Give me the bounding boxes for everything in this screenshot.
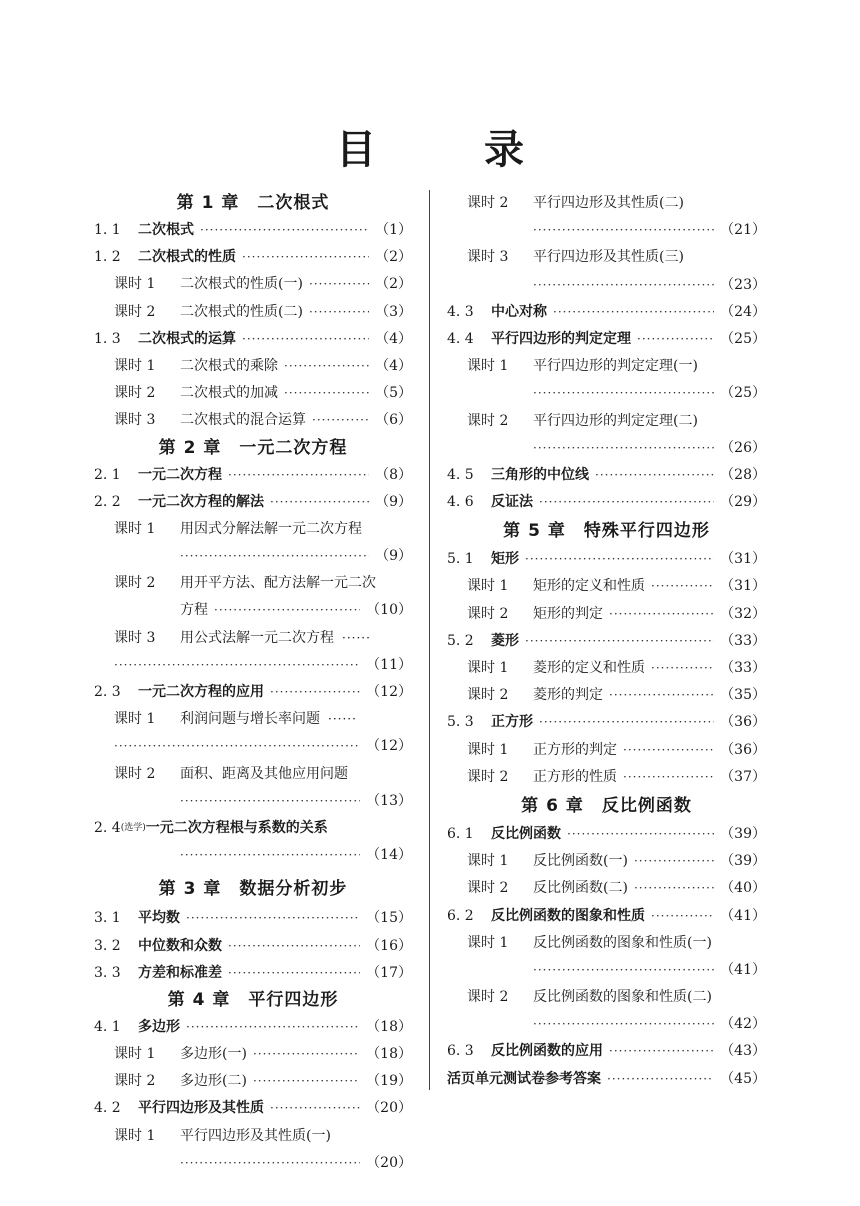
entry-number: 2. 2 <box>94 493 121 510</box>
entry-title: 二次根式的性质(一) <box>180 276 303 293</box>
leader-dots <box>533 957 714 984</box>
lesson-number: 课时 2 <box>467 880 509 897</box>
lesson-number: 课时 2 <box>114 385 156 402</box>
entry-page: （12） <box>366 738 412 755</box>
entry-title: 矩形的定义和性质 <box>533 578 645 595</box>
leader-dots <box>312 407 369 434</box>
leader-dots <box>539 709 714 736</box>
entry-page: （23） <box>720 276 766 293</box>
leader-dots-inline: ······ <box>342 630 371 645</box>
toc-entry-2-2-lesson-3-cont[interactable] <box>94 652 412 679</box>
toc-entry-1-2-lesson-2[interactable] <box>94 299 412 326</box>
toc-entry-5-3-lesson-1[interactable] <box>447 737 766 764</box>
entry-number: 2. 4 <box>94 819 121 836</box>
entry-page: （13） <box>366 792 412 809</box>
entry-page: （41） <box>720 907 766 924</box>
toc-entry-2-2-lesson-1-cont[interactable] <box>94 543 412 570</box>
lesson-number: 课时 1 <box>467 934 509 951</box>
leader-dots <box>284 380 369 407</box>
toc-entry-1-3-lesson-2[interactable] <box>94 380 412 407</box>
entry-title: 用公式法解一元二次方程 <box>180 629 334 646</box>
entry-title: 多边形(一) <box>180 1046 247 1063</box>
entry-number: 2. 1 <box>94 466 121 483</box>
toc-entry-2-3-lesson-2[interactable] <box>94 761 412 788</box>
entry-page: （1） <box>375 222 412 238</box>
entry-number: 6. 1 <box>447 825 474 842</box>
lesson-number: 课时 1 <box>114 1046 156 1063</box>
toc-entry-1-2-lesson-1[interactable] <box>94 271 412 298</box>
leader-dots <box>634 848 714 875</box>
entry-title: 矩形的判定 <box>533 605 603 622</box>
toc-entry-6-2-lesson-1[interactable] <box>447 930 766 957</box>
toc-entry-4-2-lesson-1-cont[interactable] <box>94 1150 412 1177</box>
lesson-number: 课时 2 <box>114 765 156 782</box>
entry-page: （28） <box>720 466 766 483</box>
toc-entry-3-2[interactable] <box>94 933 412 960</box>
toc-entry-4-2-lesson-1[interactable] <box>94 1123 412 1150</box>
leader-dots <box>284 353 369 380</box>
lesson-number: 课时 2 <box>114 303 156 320</box>
entry-number: 1. 1 <box>94 222 121 238</box>
toc-entry-4-3[interactable] <box>447 299 766 326</box>
entry-title: 平行四边形及其性质(一) <box>180 1127 331 1144</box>
lesson-number: 课时 1 <box>467 358 509 375</box>
lesson-number: 课时 1 <box>467 853 509 870</box>
entry-page: （16） <box>366 937 412 954</box>
toc-entry-6-3[interactable] <box>447 1038 766 1065</box>
toc-entry-4-1-lesson-1[interactable] <box>94 1041 412 1068</box>
toc-entry-1-3-lesson-3[interactable] <box>94 407 412 434</box>
entry-page: （35） <box>720 687 766 704</box>
toc-entry-6-2-lesson-1-cont[interactable] <box>447 957 766 984</box>
entry-title: 菱形的定义和性质 <box>533 660 645 676</box>
entry-title: 反比例函数 <box>491 825 561 842</box>
entry-title: 方差和标准差 <box>138 964 222 981</box>
leader-dots <box>623 764 714 791</box>
lesson-number: 课时 2 <box>467 768 509 785</box>
toc-entry-2-3-lesson-2-cont[interactable] <box>94 788 412 815</box>
toc-entry-4-2-lesson-3-cont[interactable] <box>447 272 766 299</box>
leader-dots <box>637 326 714 353</box>
entry-page: （18） <box>366 1018 412 1035</box>
entry-title: 一元二次方程的解法 <box>138 493 264 510</box>
leader-dots <box>623 737 714 764</box>
lesson-number: 课时 1 <box>114 276 156 293</box>
toc-entry-4-2-lesson-3[interactable] <box>447 244 766 271</box>
entry-number: 1. 3 <box>94 330 121 347</box>
lesson-number: 课时 3 <box>114 412 156 429</box>
lesson-number: 课时 1 <box>114 711 156 728</box>
entry-page: （20） <box>366 1154 412 1171</box>
toc-entry-answers[interactable] <box>447 1066 766 1093</box>
leader-dots <box>607 1066 714 1093</box>
leader-dots <box>567 821 714 848</box>
lesson-number: 课时 1 <box>467 660 509 676</box>
toc-entry-4-1-lesson-2[interactable] <box>94 1068 412 1095</box>
toc-entry-1-1[interactable] <box>94 217 412 244</box>
entry-title: 反比例函数的图象和性质 <box>491 907 645 924</box>
entry-page: （26） <box>720 439 766 456</box>
leader-dots <box>609 1038 714 1065</box>
leader-dots <box>651 903 714 930</box>
toc-entry-5-3-lesson-2[interactable] <box>447 764 766 791</box>
entry-page: （3） <box>375 303 412 320</box>
leader-dots <box>609 601 714 628</box>
leader-dots <box>114 733 360 760</box>
toc-entry-4-6[interactable] <box>447 489 766 516</box>
leader-dots <box>228 960 360 987</box>
leader-dots <box>270 679 360 706</box>
entry-title: 平行四边形及其性质(三) <box>533 249 684 266</box>
toc-entry-2-1[interactable] <box>94 462 412 489</box>
entry-title: 菱形 <box>491 632 519 649</box>
entry-title: 反比例函数的应用 <box>491 1043 603 1060</box>
entry-page: （36） <box>720 714 766 731</box>
toc-entry-4-2-lesson-2-cont[interactable] <box>447 217 766 244</box>
toc-entry-5-1-lesson-2[interactable] <box>447 601 766 628</box>
leader-dots <box>270 489 369 516</box>
entry-page: （9） <box>375 493 412 510</box>
toc-entry-6-1[interactable] <box>447 821 766 848</box>
entry-title: 一元二次方程根与系数的关系 <box>145 819 328 836</box>
toc-entry-1-2[interactable] <box>94 244 412 271</box>
leader-dots <box>309 271 369 298</box>
toc-entry-4-2[interactable] <box>94 1095 412 1122</box>
lesson-number: 课时 1 <box>467 741 509 758</box>
toc-entry-5-2-lesson-2[interactable] <box>447 682 766 709</box>
toc-entry-4-1[interactable] <box>94 1014 412 1041</box>
entry-title: 反比例函数(一) <box>533 853 628 870</box>
chapter-6-heading[interactable]: 第 6 章 反比例函数 <box>521 795 692 816</box>
leader-dots <box>309 299 369 326</box>
leader-dots <box>180 543 369 570</box>
leader-dots <box>533 272 714 299</box>
entry-title: 一元二次方程 <box>138 466 222 483</box>
entry-page: （10） <box>366 602 412 619</box>
toc-entry-4-5[interactable] <box>447 462 766 489</box>
entry-title: 平行四边形的判定定理 <box>491 330 631 347</box>
chapter-5-heading[interactable]: 第 5 章 特殊平行四边形 <box>503 521 710 542</box>
entry-number: 2. 3 <box>94 684 121 700</box>
entry-page: （6） <box>375 412 412 429</box>
entry-page: （17） <box>366 964 412 981</box>
entry-number: 3. 3 <box>94 964 121 981</box>
entry-page: （36） <box>720 741 766 758</box>
toc-entry-4-4-lesson-2[interactable] <box>447 408 766 435</box>
leader-dots <box>186 1014 360 1041</box>
leader-dots <box>228 933 360 960</box>
entry-title: 三角形的中位线 <box>491 466 589 483</box>
toc-entry-3-1[interactable] <box>94 905 412 932</box>
entry-page: （33） <box>720 660 766 676</box>
leader-dots <box>525 546 714 573</box>
lesson-number: 课时 2 <box>467 195 509 211</box>
toc-entry-2-2-lesson-2-cont[interactable] <box>94 597 412 624</box>
entry-page: （45） <box>720 1070 766 1087</box>
entry-title: 中心对称 <box>491 303 547 320</box>
entry-title: 利润问题与增长率问题 <box>180 711 320 728</box>
entry-title: 多边形(二) <box>180 1073 247 1090</box>
entry-number: 6. 3 <box>447 1043 474 1060</box>
lesson-number: 课时 1 <box>467 578 509 595</box>
entry-title: 矩形 <box>491 551 519 568</box>
entry-page: （8） <box>375 466 412 483</box>
leader-dots <box>186 905 360 932</box>
toc-entry-2-4[interactable] <box>94 815 412 842</box>
entry-page: （42） <box>720 1016 766 1033</box>
entry-title: 平行四边形及其性质(二) <box>533 195 684 211</box>
entry-title: 正方形 <box>491 714 533 731</box>
entry-number: 4. 2 <box>94 1100 121 1117</box>
entry-page: （19） <box>366 1073 412 1090</box>
toc-entry-4-4-lesson-2-cont[interactable] <box>447 435 766 462</box>
entry-page: （29） <box>720 494 766 511</box>
leader-dots <box>200 217 369 244</box>
lesson-number: 课时 1 <box>114 520 156 537</box>
entry-page: （5） <box>375 385 412 402</box>
entry-title: 中位数和众数 <box>138 937 222 954</box>
toc-entry-4-2-lesson-2[interactable] <box>447 190 766 217</box>
entry-title: 菱形的判定 <box>533 687 603 704</box>
entry-title: 多边形 <box>138 1018 180 1035</box>
lesson-number: 课时 2 <box>467 412 509 429</box>
entry-page: （25） <box>720 385 766 402</box>
lesson-number: 课时 2 <box>114 575 156 592</box>
toc-right-column <box>447 190 766 1093</box>
leader-dots <box>253 1068 360 1095</box>
leader-dots <box>609 682 714 709</box>
leader-dots <box>253 1041 360 1068</box>
entry-title: 用开平方法、配方法解一元二次 <box>180 575 376 592</box>
entry-title: 反比例函数的图象和性质(一) <box>533 934 712 951</box>
entry-page: （33） <box>720 632 766 649</box>
chapter-3-heading[interactable]: 第 3 章 数据分析初步 <box>158 879 348 900</box>
leader-dots <box>651 655 714 682</box>
entry-title: 反证法 <box>491 494 533 511</box>
entry-title: 正方形的判定 <box>533 741 617 758</box>
entry-page: （2） <box>375 249 412 266</box>
entry-page: （4） <box>375 330 412 347</box>
entry-page: （39） <box>720 825 766 842</box>
entry-page: （32） <box>720 605 766 622</box>
entry-title: 正方形的性质 <box>533 768 617 785</box>
entry-number: 3. 2 <box>94 937 121 954</box>
leader-dots <box>525 628 714 655</box>
lesson-number: 课时 3 <box>114 629 156 646</box>
leader-dots <box>114 652 360 679</box>
entry-page: （43） <box>720 1043 766 1060</box>
toc-entry-2-3-lesson-1[interactable] <box>94 706 412 733</box>
leader-dots <box>651 573 714 600</box>
entry-page: （18） <box>366 1046 412 1063</box>
toc-entry-5-1-lesson-1[interactable] <box>447 573 766 600</box>
entry-title-cont: 方程 <box>180 602 208 619</box>
entry-page: （2） <box>375 276 412 293</box>
entry-title: 一元二次方程的应用 <box>138 684 264 700</box>
toc-entry-1-3-lesson-1[interactable] <box>94 353 412 380</box>
lesson-number: 课时 2 <box>467 605 509 622</box>
toc-entry-1-3[interactable] <box>94 326 412 353</box>
entry-page: （31） <box>720 551 766 568</box>
entry-title: 二次根式的乘除 <box>180 357 278 374</box>
entry-title: 二次根式的加减 <box>180 385 278 402</box>
entry-title: 平行四边形的判定定理(二) <box>533 412 698 429</box>
toc-entry-2-3[interactable] <box>94 679 412 706</box>
entry-page: （12） <box>366 684 412 700</box>
chapter-4-heading[interactable]: 第 4 章 平行四边形 <box>167 989 339 1010</box>
entry-title: 二次根式 <box>138 222 194 238</box>
leader-dots <box>539 489 714 516</box>
entry-page: （37） <box>720 768 766 785</box>
entry-number: 4. 1 <box>94 1018 121 1035</box>
entry-title: 活页单元测试卷参考答案 <box>447 1070 601 1087</box>
leader-dots <box>180 788 360 815</box>
toc-entry-5-3[interactable] <box>447 709 766 736</box>
toc-left-column <box>94 190 412 1177</box>
leader-dots <box>533 435 714 462</box>
entry-number: 1. 2 <box>94 249 121 266</box>
toc-entry-6-2[interactable] <box>447 903 766 930</box>
lesson-number: 课时 2 <box>467 687 509 704</box>
entry-page: （24） <box>720 303 766 320</box>
optional-marker: (选学) <box>120 822 146 833</box>
toc-entry-4-4-lesson-1[interactable] <box>447 353 766 380</box>
toc-entry-5-1[interactable] <box>447 546 766 573</box>
toc-entry-2-2[interactable] <box>94 489 412 516</box>
toc-entry-2-4-cont[interactable] <box>94 842 412 869</box>
entry-title: 用因式分解法解一元二次方程 <box>180 520 362 537</box>
entry-title: 二次根式的性质 <box>138 249 236 266</box>
leader-dots <box>533 1011 714 1038</box>
toc-entry-4-4-lesson-1-cont[interactable] <box>447 380 766 407</box>
leader-dots-inline: ······ <box>328 712 357 727</box>
toc-entry-5-2-lesson-1[interactable] <box>447 655 766 682</box>
lesson-number: 课时 3 <box>467 249 509 266</box>
toc-entry-2-2-lesson-3[interactable] <box>94 625 412 652</box>
column-divider <box>429 190 430 1090</box>
entry-title: 反比例函数的图象和性质(二) <box>533 989 712 1006</box>
toc-entry-6-2-lesson-2[interactable] <box>447 984 766 1011</box>
entry-page: （40） <box>720 880 766 897</box>
toc-entry-5-2[interactable] <box>447 628 766 655</box>
entry-title: 平行四边形的判定定理(一) <box>533 358 698 375</box>
lesson-number: 课时 1 <box>114 357 156 374</box>
entry-page: （14） <box>366 847 412 864</box>
leader-dots <box>595 462 714 489</box>
lesson-number: 课时 2 <box>114 1073 156 1090</box>
entry-title: 平行四边形及其性质 <box>138 1100 264 1117</box>
entry-page: （39） <box>720 853 766 870</box>
leader-dots <box>214 597 360 624</box>
entry-page: （41） <box>720 961 766 978</box>
toc-entry-6-1-lesson-1[interactable] <box>447 848 766 875</box>
entry-number: 6. 2 <box>447 907 474 924</box>
entry-page: （21） <box>720 222 766 239</box>
toc-entry-6-2-lesson-2-cont[interactable] <box>447 1011 766 1038</box>
entry-number: 4. 6 <box>447 494 474 511</box>
chapter-1-heading[interactable]: 第 1 章 二次根式 <box>176 193 330 213</box>
entry-number: 4. 4 <box>447 330 474 347</box>
toc-entry-2-2-lesson-1[interactable] <box>94 516 412 543</box>
lesson-number: 课时 1 <box>114 1127 156 1144</box>
toc-entry-6-1-lesson-2[interactable] <box>447 875 766 902</box>
leader-dots <box>533 380 714 407</box>
leader-dots <box>270 1095 360 1122</box>
toc-entry-2-2-lesson-2[interactable] <box>94 570 412 597</box>
entry-page: （25） <box>720 330 766 347</box>
entry-number: 5. 2 <box>447 632 474 649</box>
entry-page: （9） <box>375 548 412 565</box>
leader-dots <box>634 875 714 902</box>
entry-page: （15） <box>366 910 412 927</box>
entry-number: 4. 5 <box>447 466 474 483</box>
leader-dots <box>180 842 360 869</box>
page-title: 目 录 <box>336 127 558 173</box>
entry-page: （11） <box>366 656 412 673</box>
toc-entry-4-4[interactable] <box>447 326 766 353</box>
chapter-2-heading[interactable]: 第 2 章 一元二次方程 <box>158 437 348 458</box>
entry-page: （31） <box>720 578 766 595</box>
entry-title: 二次根式的运算 <box>138 330 236 347</box>
entry-page: （4） <box>375 357 412 374</box>
entry-title: 二次根式的混合运算 <box>180 412 306 429</box>
entry-number: 3. 1 <box>94 910 121 927</box>
entry-number: 4. 3 <box>447 303 474 320</box>
toc-entry-2-3-lesson-1-cont[interactable] <box>94 733 412 760</box>
lesson-number: 课时 2 <box>467 989 509 1006</box>
entry-title: 平均数 <box>138 910 180 927</box>
entry-number: 5. 3 <box>447 714 474 731</box>
leader-dots <box>533 217 714 244</box>
leader-dots <box>228 462 369 489</box>
entry-number: 5. 1 <box>447 551 474 568</box>
toc-entry-3-3[interactable] <box>94 960 412 987</box>
leader-dots <box>553 299 714 326</box>
leader-dots <box>242 326 369 353</box>
leader-dots <box>242 244 369 271</box>
leader-dots <box>180 1150 360 1177</box>
entry-page: （20） <box>366 1100 412 1117</box>
entry-title: 反比例函数(二) <box>533 880 628 897</box>
entry-title: 面积、距离及其他应用问题 <box>180 765 348 782</box>
entry-title: 二次根式的性质(二) <box>180 303 303 320</box>
